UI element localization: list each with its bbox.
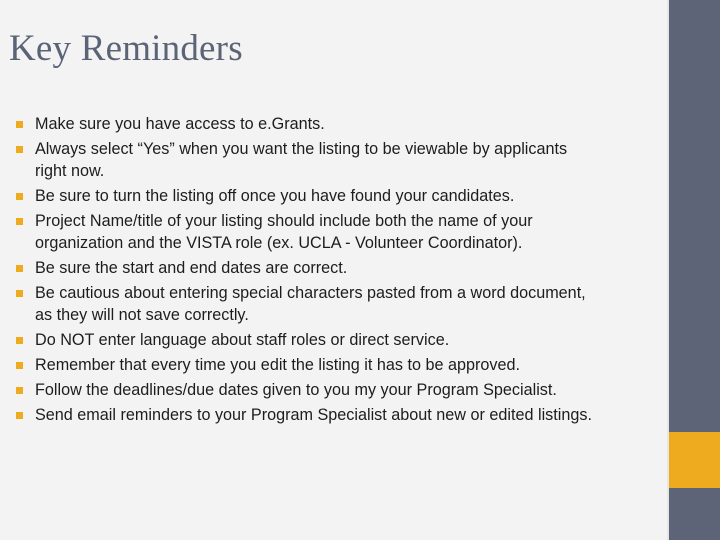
- square-bullet-icon: [16, 362, 23, 369]
- bullet-item: [0, 138, 667, 182]
- bullet-item: [0, 404, 667, 426]
- bullet-text-continuation: as they will not save correctly.: [35, 306, 249, 324]
- bullet-text: Be cautious about entering special characters pasted from a word document,: [35, 284, 586, 302]
- bullet-text-continuation: organization and the VISTA role (ex. UCLA - Volunteer Coordinator).: [35, 234, 523, 252]
- bullet-item: [0, 185, 667, 207]
- square-bullet-icon: [16, 290, 23, 297]
- bullet-item: [0, 210, 667, 254]
- square-bullet-icon: [16, 412, 23, 419]
- bullet-text: Project Name/title of your listing should include both the name of your: [35, 212, 533, 230]
- bullet-text: Follow the deadlines/due dates given to you my your Program Specialist.: [35, 381, 557, 399]
- bullet-list: [0, 113, 667, 429]
- square-bullet-icon: [16, 193, 23, 200]
- bullet-item: [0, 354, 667, 376]
- bullet-item: [0, 379, 667, 401]
- bullet-text: Make sure you have access to e.Grants.: [35, 115, 325, 133]
- bullet-text: Send email reminders to your Program Specialist about new or edited listings.: [35, 406, 592, 424]
- bullet-item: [0, 329, 667, 351]
- bullet-text: Do NOT enter language about staff roles or direct service.: [35, 331, 450, 349]
- bullet-text: Be sure to turn the listing off once you have found your candidates.: [35, 187, 515, 205]
- bullet-item: [0, 282, 667, 326]
- bullet-text-continuation: right now.: [35, 162, 105, 180]
- square-bullet-icon: [16, 387, 23, 394]
- slide-title: Key Reminders: [9, 28, 243, 69]
- square-bullet-icon: [16, 265, 23, 272]
- accent-block: [669, 432, 720, 488]
- square-bullet-icon: [16, 218, 23, 225]
- bullet-text: Be sure the start and end dates are correct.: [35, 259, 348, 277]
- square-bullet-icon: [16, 146, 23, 153]
- bullet-item: [0, 113, 667, 135]
- bullet-item: [0, 257, 667, 279]
- bullet-text: Remember that every time you edit the listing it has to be approved.: [35, 356, 520, 374]
- bullet-text: Always select “Yes” when you want the listing to be viewable by applicants: [35, 140, 568, 158]
- square-bullet-icon: [16, 121, 23, 128]
- square-bullet-icon: [16, 337, 23, 344]
